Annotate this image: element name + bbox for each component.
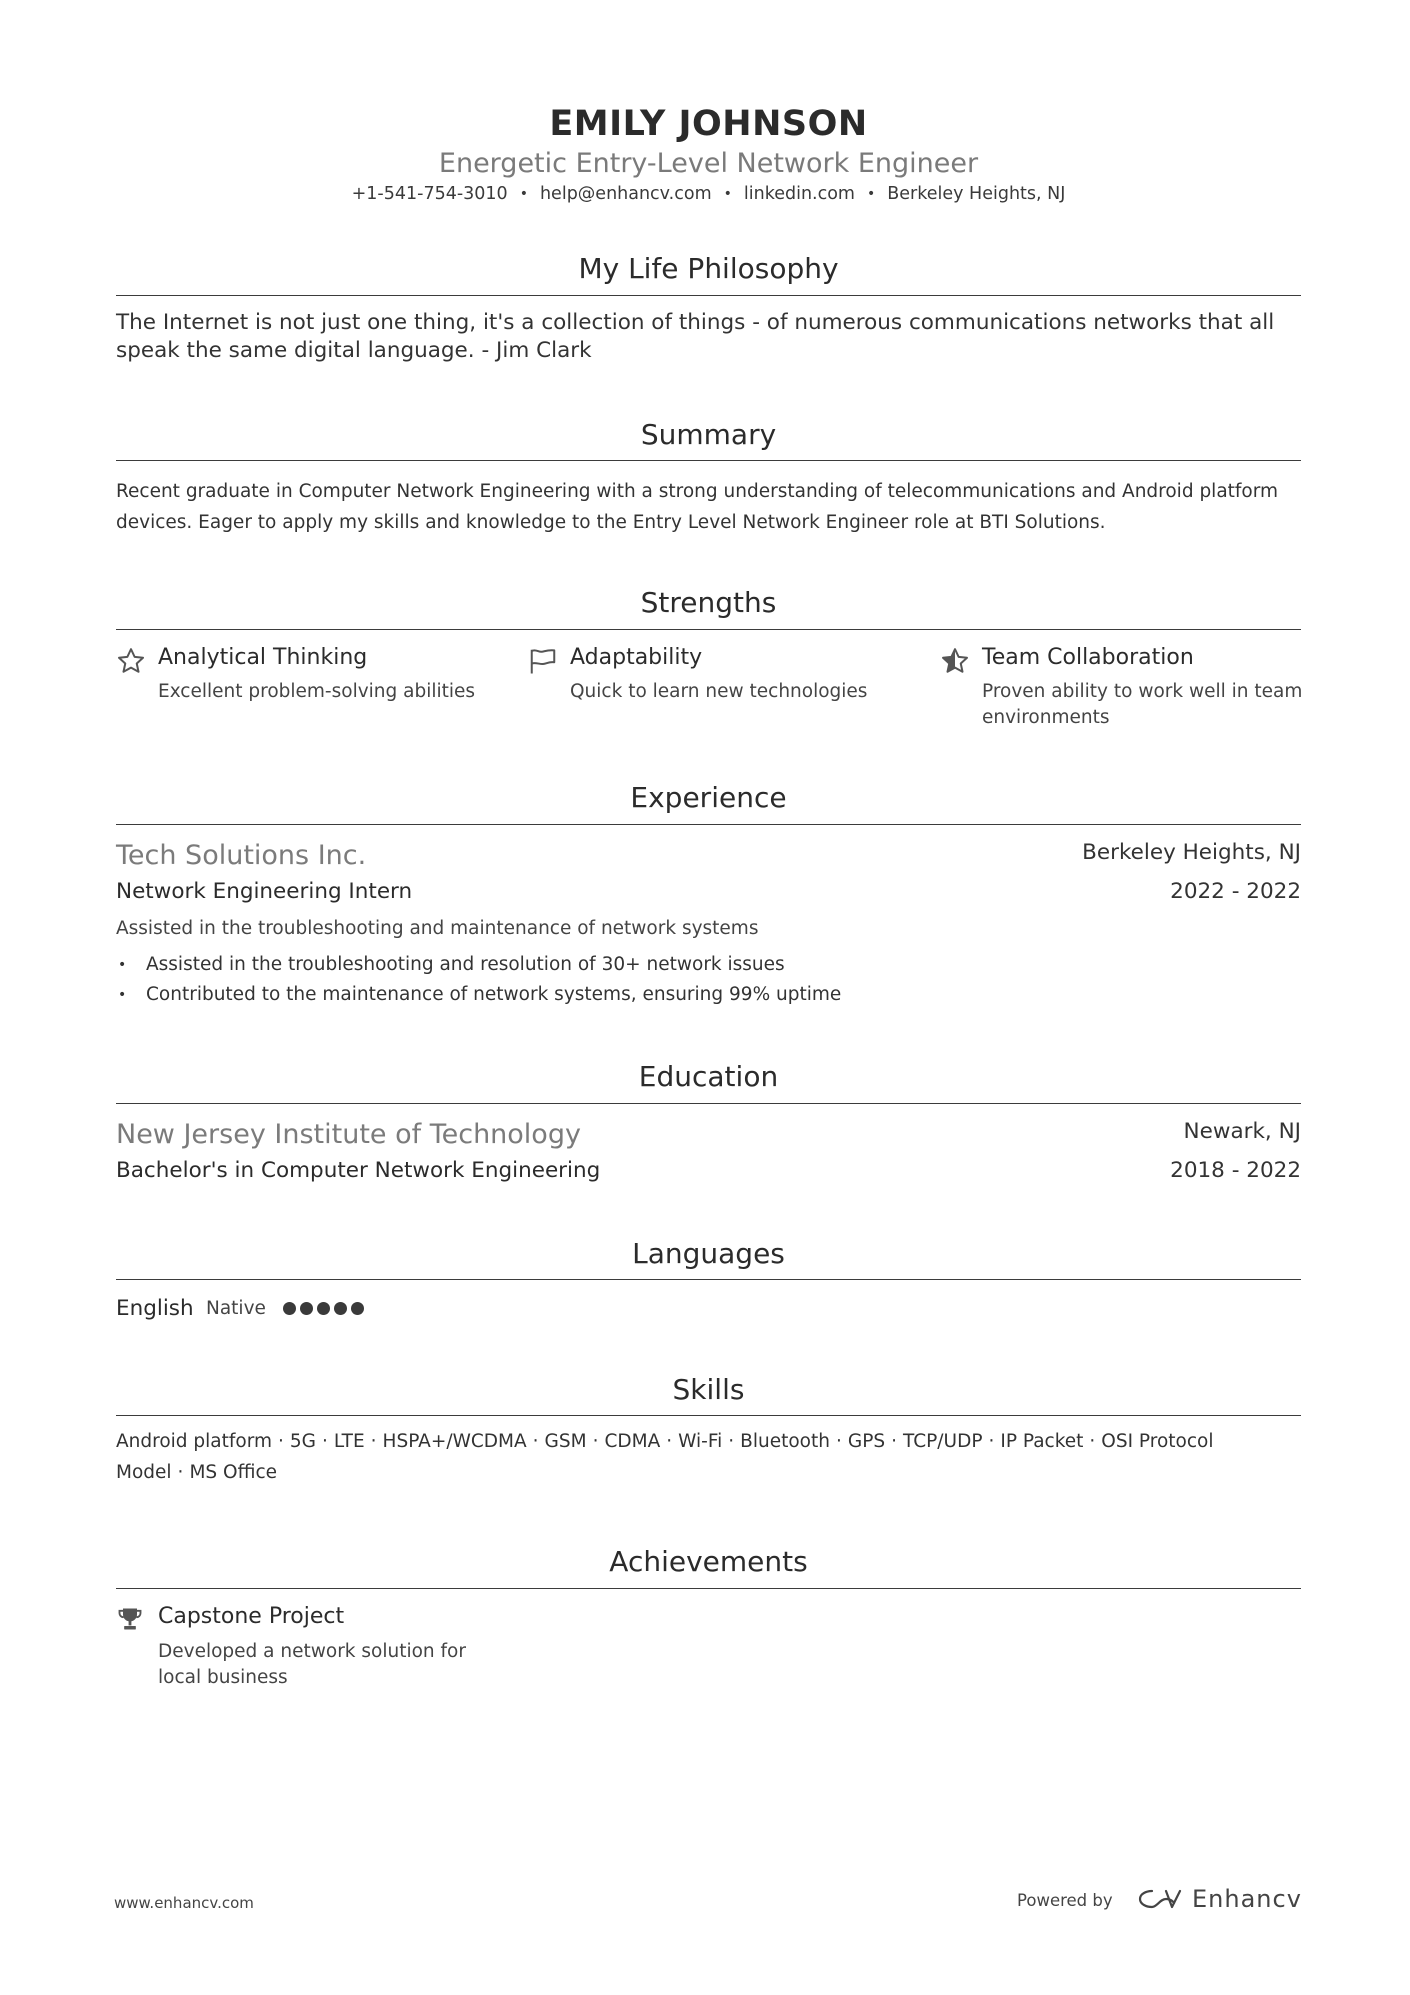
language-name: English <box>116 1296 194 1321</box>
section-divider <box>116 629 1301 630</box>
skill-item: HSPA+/WCDMA <box>382 1431 527 1452</box>
philosophy-heading: My Life Philosophy <box>578 252 839 285</box>
skill-item: LTE <box>333 1431 365 1452</box>
skill-separator: · <box>1089 1431 1096 1452</box>
company-name: Tech Solutions Inc. <box>116 840 367 871</box>
skill-separator: · <box>177 1462 184 1483</box>
phone[interactable]: +1-541-754-3010 <box>351 184 508 204</box>
brand-logo[interactable] <box>1136 1885 1302 1913</box>
achievement-desc: Developed a network solution for local business <box>158 1641 466 1688</box>
job-location: Berkeley Heights, NJ <box>1082 840 1301 865</box>
degree: Bachelor's in Computer Network Engineering <box>116 1158 601 1183</box>
philosophy-quote: The Internet is not just one thing, it's a collection of things - of numerous communications networks that all speak the same digital language. - Jim Clark <box>116 310 1275 363</box>
strength-desc: Quick to learn new technologies <box>570 681 868 702</box>
brand-name: Enhancv <box>1192 1885 1302 1913</box>
skill-item: IP Packet <box>1000 1431 1084 1452</box>
job-dates: 2022 - 2022 <box>1170 879 1301 904</box>
skill-item: CDMA <box>604 1431 661 1452</box>
experience-heading: Experience <box>630 781 787 814</box>
rating-dot <box>351 1302 364 1315</box>
section-divider <box>116 1103 1301 1104</box>
summary-text: Recent graduate in Computer Network Engineering with a strong understanding of telecommunications and Android platform devices. Eager to apply my skills and knowledge to the Entry Level Network Engineer role at BTI Solutions. <box>116 481 1279 533</box>
skill-item: Wi-Fi <box>678 1431 723 1452</box>
section-divider <box>116 824 1301 825</box>
education-dates: 2018 - 2022 <box>1170 1158 1301 1183</box>
skills-heading: Skills <box>672 1373 745 1406</box>
enhancv-logo-icon <box>1136 1887 1182 1911</box>
section-divider <box>116 1588 1301 1589</box>
skill-separator: · <box>278 1431 284 1452</box>
star-outline-icon <box>116 646 146 676</box>
section-divider <box>116 295 1301 296</box>
skill-separator: · <box>666 1431 673 1452</box>
list-item: • Assisted in the troubleshooting and resolution of 30+ network issues <box>116 950 841 980</box>
strengths-heading: Strengths <box>640 586 777 619</box>
skill-separator: · <box>891 1431 898 1452</box>
section-divider <box>116 1415 1301 1416</box>
language-rating <box>283 1302 364 1315</box>
summary-heading: Summary <box>640 418 777 451</box>
strength-desc: Proven ability to work well in team environments <box>982 681 1303 728</box>
trophy-icon <box>116 1605 144 1633</box>
skill-separator: · <box>370 1431 377 1452</box>
resume-page <box>116 0 1301 1995</box>
skill-separator: · <box>988 1431 995 1452</box>
rating-dot <box>283 1302 296 1315</box>
location: Berkeley Heights, NJ <box>887 184 1066 204</box>
school-location: Newark, NJ <box>1183 1119 1301 1144</box>
candidate-name: EMILY JOHNSON <box>549 104 868 144</box>
powered-by-label: Powered by <box>1017 1891 1113 1910</box>
job-role: Network Engineering Intern <box>116 879 413 904</box>
flag-icon <box>528 646 558 676</box>
strength-title: Adaptability <box>570 645 703 670</box>
skill-separator: · <box>728 1431 735 1452</box>
skill-separator: · <box>592 1431 599 1452</box>
skill-separator: · <box>322 1431 328 1452</box>
section-divider <box>116 460 1301 461</box>
linkedin[interactable]: linkedin.com <box>743 184 855 204</box>
candidate-title: Energetic Entry-Level Network Engineer <box>438 148 979 179</box>
skill-item: Bluetooth <box>740 1431 830 1452</box>
school-name: New Jersey Institute of Technology <box>116 1119 581 1150</box>
email[interactable]: help@enhancv.com <box>539 184 712 204</box>
star-half-icon <box>940 646 970 676</box>
education-heading: Education <box>638 1060 779 1093</box>
achievements-heading: Achievements <box>609 1545 808 1578</box>
rating-dot <box>334 1302 347 1315</box>
skill-separator: · <box>532 1431 539 1452</box>
skills-list <box>116 1426 1301 1488</box>
list-item: • Contributed to the maintenance of network systems, ensuring 99% uptime <box>116 980 841 1010</box>
strength-title: Team Collaboration <box>982 645 1194 670</box>
skill-item: OSI Protocol Model <box>116 1431 1214 1483</box>
strength-title: Analytical Thinking <box>158 645 368 670</box>
achievement-title: Capstone Project <box>158 1604 345 1629</box>
job-description: Assisted in the troubleshooting and maintenance of network systems <box>116 918 759 939</box>
skill-item: 5G <box>289 1431 317 1452</box>
skill-separator: · <box>835 1431 842 1452</box>
strength-desc: Excellent problem-solving abilities <box>158 681 476 702</box>
skill-item: TCP/UDP <box>903 1431 983 1452</box>
section-divider <box>116 1279 1301 1280</box>
rating-dot <box>317 1302 330 1315</box>
skill-item: GSM <box>544 1431 587 1452</box>
languages-heading: Languages <box>632 1237 785 1270</box>
skill-item: MS Office <box>189 1462 278 1483</box>
contact-line: +1-541-754-3010 • help@enhancv.com • linkedin.com • Berkeley Heights, NJ <box>351 184 1066 204</box>
skill-item: GPS <box>847 1431 886 1452</box>
job-bullets <box>116 950 841 1010</box>
rating-dot <box>300 1302 313 1315</box>
footer-website[interactable]: www.enhancv.com <box>114 1894 254 1912</box>
language-level: Native <box>206 1298 266 1319</box>
skill-item: Android platform <box>116 1431 273 1452</box>
